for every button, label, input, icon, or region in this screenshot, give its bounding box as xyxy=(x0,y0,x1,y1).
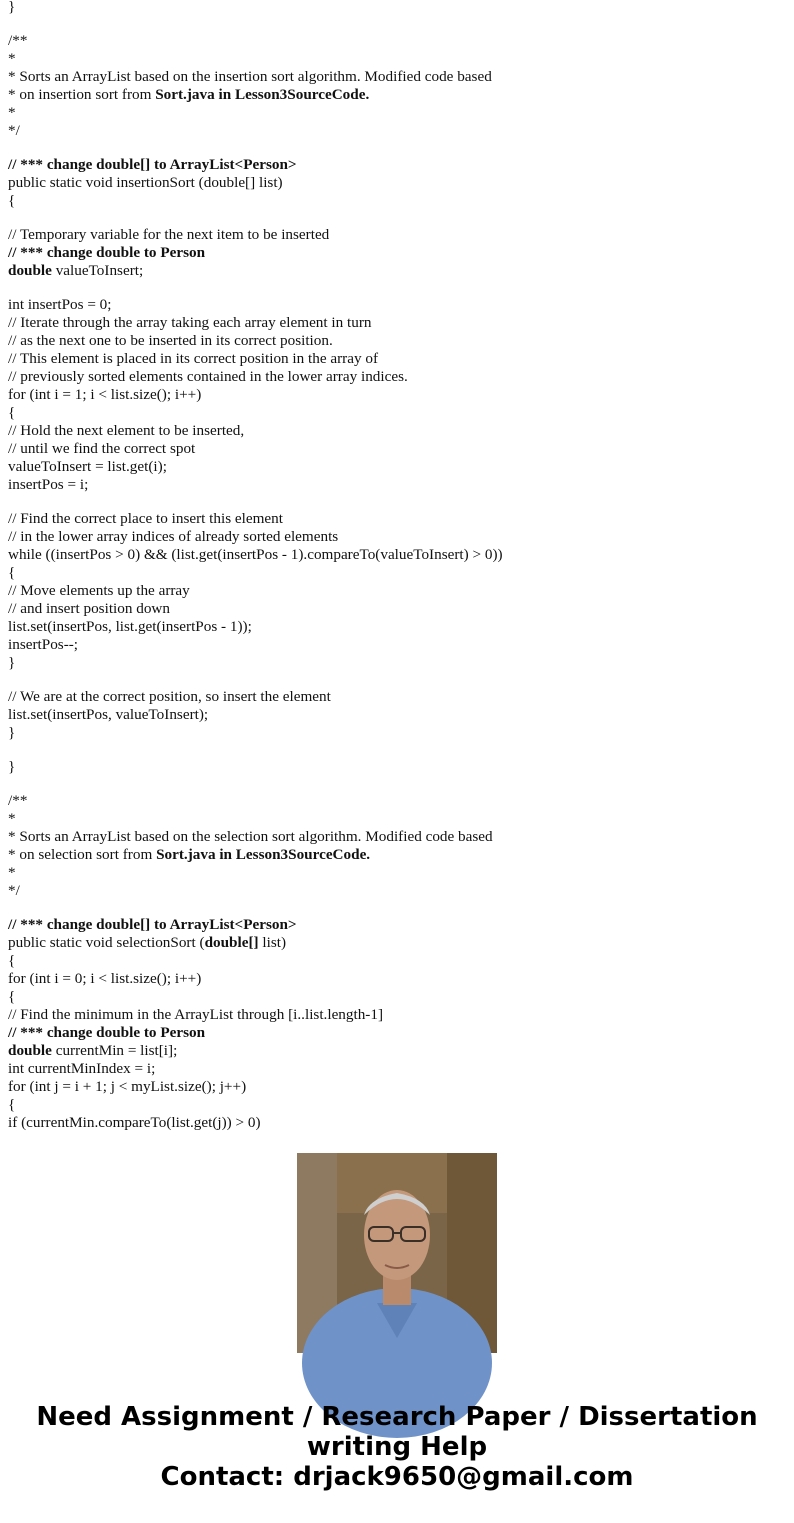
code-line xyxy=(8,952,788,970)
code-line xyxy=(8,792,788,810)
code-line xyxy=(8,654,788,672)
code-text: // previously sorted elements contained in the lower array indices. xyxy=(8,368,408,385)
code-text: list.set(insertPos, list.get(insertPos - 1)); xyxy=(8,618,252,635)
code-bold-text: Sort.java in Lesson3SourceCode. xyxy=(155,86,370,103)
code-line xyxy=(8,1078,788,1096)
code-line xyxy=(8,156,788,174)
code-line xyxy=(8,68,788,86)
code-line xyxy=(8,706,788,724)
footer-line-1: Need Assignment / Research Paper / Dissertation xyxy=(36,1402,758,1432)
code-line xyxy=(8,494,788,510)
code-line xyxy=(8,122,788,140)
code-line xyxy=(8,386,788,404)
code-text: // We are at the correct position, so insert the element xyxy=(8,688,331,705)
code-line xyxy=(8,724,788,742)
code-line xyxy=(8,846,788,864)
code-line xyxy=(8,564,788,582)
code-line xyxy=(8,476,788,494)
code-text: insertPos = i; xyxy=(8,476,89,493)
code-line xyxy=(8,688,788,706)
code-text: // *** change double[] to ArrayList<Person> xyxy=(8,156,297,173)
code-text: * xyxy=(8,50,16,67)
code-line xyxy=(8,86,788,104)
code-text: // Hold the next element to be inserted, xyxy=(8,422,245,439)
code-text: { xyxy=(8,404,16,421)
code-document xyxy=(8,0,788,1131)
code-line xyxy=(8,1096,788,1114)
code-text: // and insert position down xyxy=(8,600,170,617)
code-text: { xyxy=(8,1096,16,1113)
code-text: list.set(insertPos, valueToInsert); xyxy=(8,706,209,723)
code-line xyxy=(8,1042,788,1060)
code-text: // This element is placed in its correct position in the array of xyxy=(8,350,379,367)
code-line xyxy=(8,758,788,776)
code-text: /** xyxy=(8,792,28,809)
code-line xyxy=(8,672,788,688)
code-line xyxy=(8,404,788,422)
code-line xyxy=(8,742,788,758)
code-text: { xyxy=(8,952,16,969)
code-bold-text: double xyxy=(8,262,52,279)
code-line xyxy=(8,600,788,618)
code-text: insertPos--; xyxy=(8,636,79,653)
footer-line-2: writing Help xyxy=(306,1432,488,1462)
code-line xyxy=(8,140,788,156)
code-text: // Find the correct place to insert this element xyxy=(8,510,283,527)
person-photo-icon xyxy=(297,1153,497,1353)
code-line xyxy=(8,882,788,900)
code-text: */ xyxy=(8,882,20,899)
code-line xyxy=(8,262,788,280)
code-text: * on insertion sort from xyxy=(8,86,156,103)
code-bold-text: double[] xyxy=(204,934,259,951)
code-line xyxy=(8,1024,788,1042)
code-text: // *** change double to Person xyxy=(8,244,206,261)
code-line xyxy=(8,828,788,846)
code-line xyxy=(8,210,788,226)
code-text: { xyxy=(8,192,16,209)
code-line xyxy=(8,776,788,792)
code-line xyxy=(8,1060,788,1078)
code-line xyxy=(8,864,788,882)
code-line xyxy=(8,988,788,1006)
code-text: int insertPos = 0; xyxy=(8,296,112,313)
code-line xyxy=(8,916,788,934)
code-line xyxy=(8,50,788,68)
code-line xyxy=(8,314,788,332)
code-text: } xyxy=(8,758,16,775)
code-line xyxy=(8,546,788,564)
footer-contact xyxy=(0,1402,794,1492)
code-line xyxy=(8,0,788,16)
code-line xyxy=(8,440,788,458)
code-text: for (int j = i + 1; j < myList.size(); j++) xyxy=(8,1078,247,1095)
code-line xyxy=(8,618,788,636)
code-line xyxy=(8,332,788,350)
code-text: } xyxy=(8,654,16,671)
code-text: * Sorts an ArrayList based on the insertion sort algorithm. Modified code based xyxy=(8,68,492,85)
code-text: for (int i = 1; i < list.size(); i++) xyxy=(8,386,202,403)
code-text: // in the lower array indices of already sorted elements xyxy=(8,528,339,545)
code-text: */ xyxy=(8,122,20,139)
code-text: } xyxy=(8,0,16,15)
code-text: // Iterate through the array taking each array element in turn xyxy=(8,314,372,331)
code-line xyxy=(8,368,788,386)
code-line xyxy=(8,350,788,368)
code-text-after: list) xyxy=(258,934,287,951)
code-line xyxy=(8,280,788,296)
code-line xyxy=(8,296,788,314)
code-line xyxy=(8,510,788,528)
code-line xyxy=(8,900,788,916)
code-text: // as the next one to be inserted in its correct position. xyxy=(8,332,333,349)
footer-line-3: Contact: drjack9650@gmail.com xyxy=(160,1462,634,1492)
code-text: // Temporary variable for the next item to be inserted xyxy=(8,226,330,243)
code-text: /** xyxy=(8,32,28,49)
code-text: * xyxy=(8,864,16,881)
code-line xyxy=(8,192,788,210)
code-text: public static void insertionSort (double[] list) xyxy=(8,174,283,191)
code-line xyxy=(8,32,788,50)
code-line xyxy=(8,16,788,32)
code-bold-text: Sort.java in Lesson3SourceCode. xyxy=(156,846,371,863)
code-text: * xyxy=(8,104,16,121)
code-text: { xyxy=(8,564,16,581)
code-text: public static void selectionSort ( xyxy=(8,934,205,951)
code-line xyxy=(8,636,788,654)
code-text: if (currentMin.compareTo(list.get(j)) > 0) xyxy=(8,1114,261,1131)
code-line xyxy=(8,934,788,952)
code-line xyxy=(8,810,788,828)
code-text: * xyxy=(8,810,16,827)
code-text: } xyxy=(8,724,16,741)
code-text: // *** change double to Person xyxy=(8,1024,206,1041)
code-text: { xyxy=(8,988,16,1005)
code-line xyxy=(8,226,788,244)
code-line xyxy=(8,104,788,122)
code-line xyxy=(8,582,788,600)
code-line xyxy=(8,422,788,440)
code-text-after: valueToInsert; xyxy=(51,262,144,279)
code-line xyxy=(8,1114,788,1132)
code-text: * Sorts an ArrayList based on the selection sort algorithm. Modified code based xyxy=(8,828,493,845)
code-text: // Move elements up the array xyxy=(8,582,190,599)
code-text: // Find the minimum in the ArrayList through [i..list.length-1] xyxy=(8,1006,384,1023)
code-line xyxy=(8,970,788,988)
code-line xyxy=(8,458,788,476)
code-text: * on selection sort from xyxy=(8,846,157,863)
presenter-avatar xyxy=(297,1153,497,1353)
code-bold-text: double xyxy=(8,1042,52,1059)
code-line xyxy=(8,528,788,546)
code-text: valueToInsert = list.get(i); xyxy=(8,458,167,475)
code-line xyxy=(8,174,788,192)
code-text: for (int i = 0; i < list.size(); i++) xyxy=(8,970,202,987)
code-text: // *** change double[] to ArrayList<Person> xyxy=(8,916,297,933)
code-text-after: currentMin = list[i]; xyxy=(51,1042,178,1059)
code-text: int currentMinIndex = i; xyxy=(8,1060,156,1077)
code-text: // until we find the correct spot xyxy=(8,440,196,457)
code-line xyxy=(8,1006,788,1024)
code-line xyxy=(8,244,788,262)
code-text: while ((insertPos > 0) && (list.get(insertPos - 1).compareTo(valueToInsert) > 0)) xyxy=(8,546,503,563)
